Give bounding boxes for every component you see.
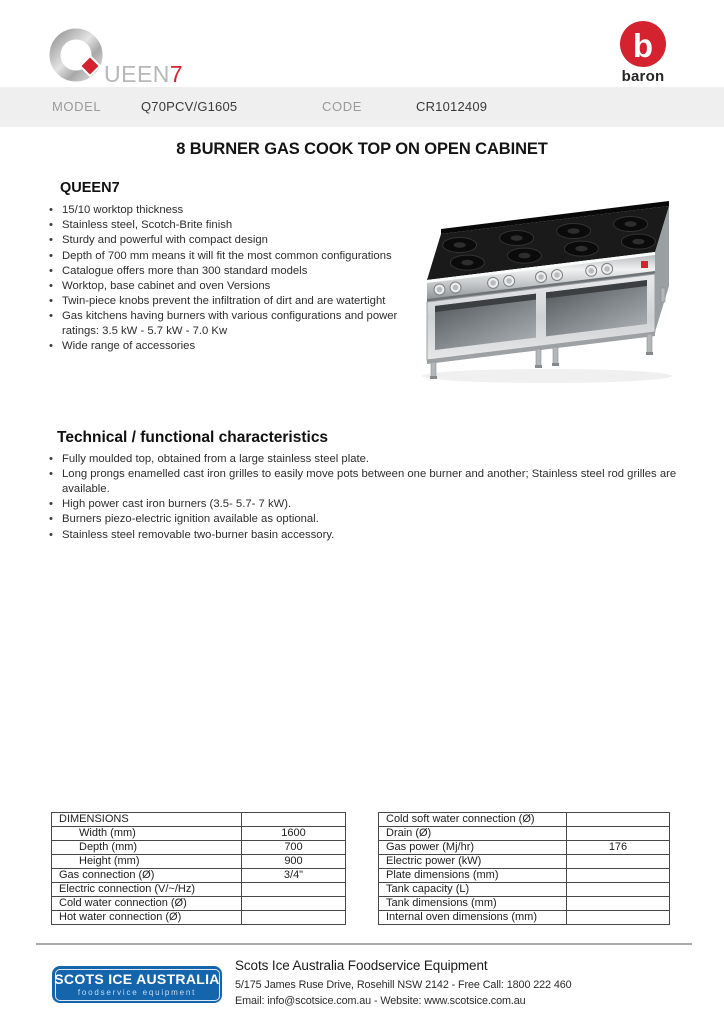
feature-item: • Gas kitchens having burners with various configurations and power ratings: 3.5 kW - 5.7 kW - 7.0 Kw [47, 309, 401, 338]
table-row [379, 869, 670, 883]
spec-label: Cold water connection (Ø) [52, 897, 242, 911]
feature-item: • Stainless steel, Scotch-Brite finish [47, 218, 401, 233]
model-label: MODEL [52, 99, 102, 114]
table-row [379, 911, 670, 925]
feature-item: • Sturdy and powerful with compact design [47, 233, 401, 248]
badge-subtitle: foodservice equipment [77, 988, 197, 997]
features-list [47, 203, 401, 355]
baron-logo [616, 21, 670, 85]
table-row [379, 897, 670, 911]
features-heading: QUEEN7 [60, 180, 120, 196]
spec-value [567, 827, 670, 841]
spec-label: Plate dimensions (mm) [379, 869, 567, 883]
spec-value: 1600 [242, 827, 346, 841]
spec-label: Electric connection (V/~/Hz) [52, 883, 242, 897]
page-title: 8 BURNER GAS COOK TOP ON OPEN CABINET [176, 140, 548, 158]
technical-item: • High power cast iron burners (3.5- 5.7- 7 kW). [47, 497, 679, 512]
spec-value [242, 883, 346, 897]
table-row [52, 883, 346, 897]
footer-address: 5/175 James Ruse Drive, Rosehill NSW 2142 - Free Call: 1800 222 460 [235, 979, 572, 991]
baron-wordmark: baron [621, 68, 665, 85]
code-label: CODE [322, 99, 362, 114]
feature-item: • Wide range of accessories [47, 339, 401, 354]
queen7-wordmark-seven: 7 [169, 61, 184, 87]
spec-value [567, 883, 670, 897]
model-value: Q70PCV/G1605 [141, 99, 238, 114]
table-row [52, 869, 346, 883]
technical-item: • Burners piezo-electric ignition available as optional. [47, 512, 679, 527]
spec-label: Depth (mm) [52, 841, 242, 855]
spec-value: 700 [242, 841, 346, 855]
spec-label: Tank capacity (L) [379, 883, 567, 897]
table-row [52, 855, 346, 869]
table-row [379, 855, 670, 869]
model-code-bar [0, 87, 724, 127]
spec-value: 176 [567, 841, 670, 855]
spec-value: 3/4" [242, 869, 346, 883]
spec-value [567, 869, 670, 883]
table-row [52, 911, 346, 925]
baron-circle-icon [620, 21, 666, 67]
spec-label: Height (mm) [52, 855, 242, 869]
spec-value [567, 897, 670, 911]
technical-item: • Fully moulded top, obtained from a large stainless steel plate. [47, 452, 679, 467]
brand-badge-icon [641, 261, 648, 268]
feature-item: • Worktop, base cabinet and oven Versions [47, 279, 401, 294]
queen7-wordmark-gray: UEEN [104, 61, 170, 87]
technical-heading: Technical / functional characteristics [57, 429, 329, 446]
spec-value [242, 911, 346, 925]
spec-label: Gas connection (Ø) [52, 869, 242, 883]
baron-initial: b [632, 27, 654, 64]
technical-item: • Stainless steel removable two-burner basin accessory. [47, 528, 679, 543]
table-row [379, 883, 670, 897]
table-row [52, 841, 346, 855]
footer-company: Scots Ice Australia Foodservice Equipment [235, 958, 488, 973]
feature-item: • 15/10 worktop thickness [47, 203, 401, 218]
badge-title: SCOTS ICE AUSTRALIA [54, 971, 220, 987]
technical-list [47, 452, 679, 543]
footer-contact: Email: info@scotsice.com.au - Website: www.scotsice.com.au [235, 995, 526, 1007]
gas-cooktop-illustration [406, 188, 696, 388]
footer-divider [36, 943, 692, 945]
spec-label: Electric power (kW) [379, 855, 567, 869]
spec-label: Width (mm) [52, 827, 242, 841]
spec-value [242, 897, 346, 911]
spec-value [242, 813, 346, 827]
feature-item: • Twin-piece knobs prevent the infiltration of dirt and are watertight [47, 294, 401, 309]
footer-contact-block [235, 958, 572, 1009]
scots-ice-badge [52, 966, 222, 1003]
queen7-logo [49, 26, 209, 87]
spec-value: 900 [242, 855, 346, 869]
code-value: CR1012409 [416, 99, 488, 114]
spec-label: Cold soft water connection (Ø) [379, 813, 567, 827]
spec-label: Drain (Ø) [379, 827, 567, 841]
spec-label: Gas power (Mj/hr) [379, 841, 567, 855]
table-row [379, 827, 670, 841]
technical-item: • Long prongs enamelled cast iron grilles to easily move pots between one burner and another; Stainless steel rod grilles are available. [47, 467, 679, 496]
table-row [379, 813, 670, 827]
queen7-wordmark [104, 61, 183, 88]
table-row [379, 841, 670, 855]
feature-item: • Catalogue offers more than 300 standard models [47, 264, 401, 279]
spec-value [567, 855, 670, 869]
feature-item: • Depth of 700 mm means it will fit the most common configurations [47, 249, 401, 264]
product-image [406, 188, 696, 388]
spec-label: Internal oven dimensions (mm) [379, 911, 567, 925]
spec-label: DIMENSIONS [52, 813, 242, 827]
dimensions-table [51, 812, 346, 925]
table-row [52, 827, 346, 841]
connections-table [378, 812, 670, 925]
table-row [52, 813, 346, 827]
spec-label: Hot water connection (Ø) [52, 911, 242, 925]
table-row [52, 897, 346, 911]
spec-label: Tank dimensions (mm) [379, 897, 567, 911]
spec-value [567, 911, 670, 925]
spec-value [567, 813, 670, 827]
